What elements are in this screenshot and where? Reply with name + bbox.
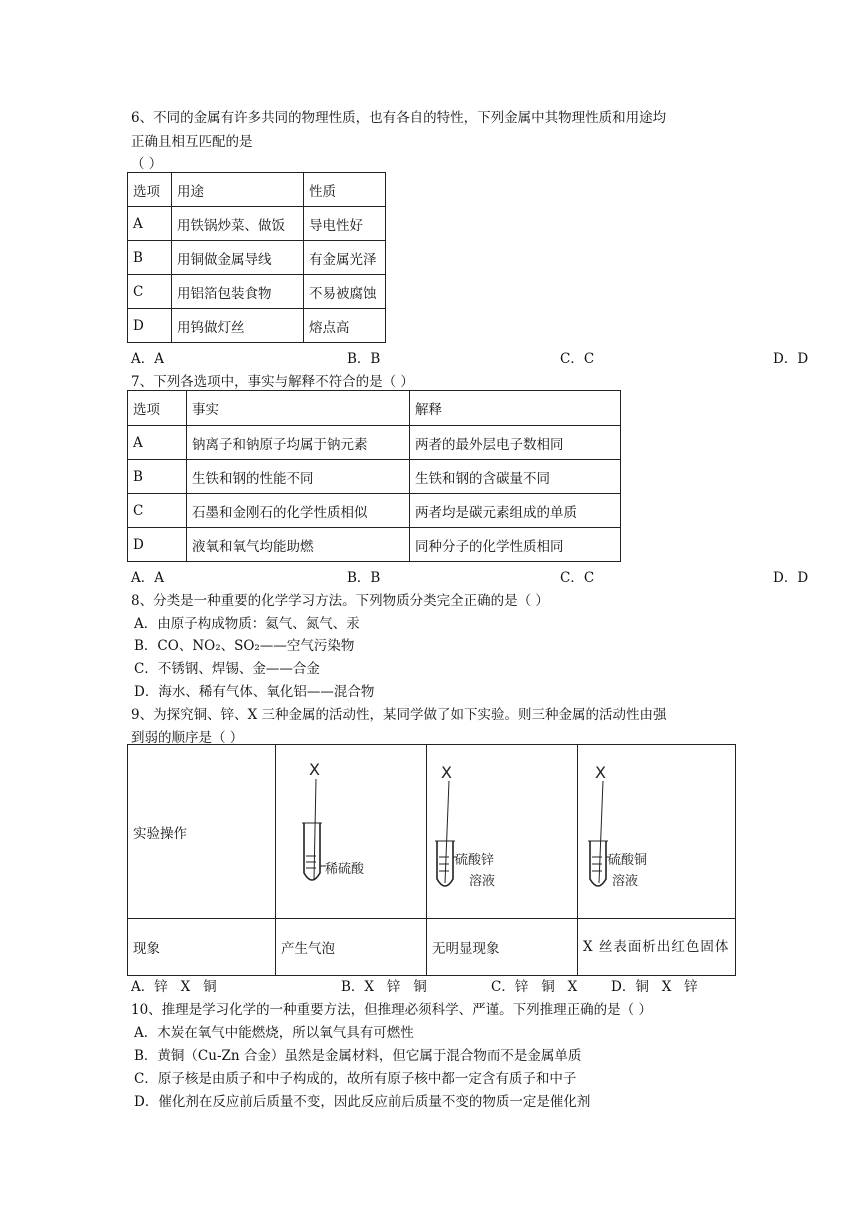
q6-answer-bracket: （ ） [131, 156, 163, 172]
tube-2-solution-label-1: 硫酸锌 [455, 853, 495, 868]
q6-table [127, 172, 386, 343]
q6-cell: B [128, 241, 172, 275]
q6-cell: 用铁锅炒菜、做饭 [172, 207, 304, 241]
q6-cell: A [128, 207, 172, 241]
test-tube-2-diagram [427, 745, 577, 914]
q9-option-d[interactable]: D．铜 X 锌 [611, 979, 698, 995]
q6-stem-line2: 正确且相互匹配的是 [131, 134, 253, 150]
q8-option-d[interactable]: D．海水、稀有气体、氧化铝——混合物 [134, 684, 375, 700]
q6-option-c[interactable]: C．C [560, 351, 595, 367]
q6-header-option: 选项 [128, 173, 172, 207]
tube-3-solution-label-2: 溶液 [612, 874, 639, 889]
q9-tube-cell-3 [578, 745, 736, 919]
tube-outline [304, 823, 320, 880]
test-tube-1-diagram [276, 745, 426, 914]
q6-header-use: 用途 [172, 173, 304, 207]
q9-row-label-phenomenon: 现象 [128, 919, 276, 976]
q8-stem: 8、分类是一种重要的化学学习方法。下列物质分类完全正确的是（ ） [131, 593, 549, 609]
q6-cell: D [128, 309, 172, 343]
q6-cell: 用铜做金属导线 [172, 241, 304, 275]
q6-cell: 用钨做灯丝 [172, 309, 304, 343]
q8-option-a[interactable]: A．由原子构成物质：氦气、氮气、汞 [134, 616, 360, 632]
tube-2-metal-label: X [441, 763, 452, 782]
test-tube-3-diagram [578, 745, 733, 914]
q6-stem-line1: 6、不同的金属有许多共同的物理性质，也有各自的特性，下列金属中其物理性质和用途均 [131, 110, 667, 126]
tube-2-solution-label-2: 溶液 [469, 874, 496, 889]
q7-cell: 同种分子的化学性质相同 [410, 528, 621, 562]
q9-option-a[interactable]: A．锌 X 铜 [131, 979, 217, 995]
metal-wire [445, 781, 449, 883]
tube-3-metal-label: X [595, 763, 606, 782]
q10-option-a[interactable]: A．木炭在氧气中能燃烧，所以氧气具有可燃性 [134, 1025, 414, 1041]
q6-cell: 熔点高 [304, 309, 386, 343]
q7-stem: 7、下列各选项中，事实与解释不符合的是（ ） [131, 374, 414, 390]
q6-cell: 不易被腐蚀 [304, 275, 386, 309]
q9-stem-line2: 到弱的顺序是（ ） [131, 730, 244, 746]
q9-table [127, 744, 736, 976]
q7-option-b[interactable]: B．B [347, 570, 381, 586]
q6-cell: C [128, 275, 172, 309]
metal-wire [599, 781, 603, 883]
q9-phenomenon-1: 产生气泡 [276, 919, 427, 976]
q7-header-explanation: 解释 [410, 391, 621, 426]
q9-phenomenon-3: X 丝表面析出红色固体 [578, 919, 736, 976]
q10-option-b[interactable]: B．黄铜（Cu-Zn 合金）虽然是金属材料，但它属于混合物而不是金属单质 [134, 1048, 582, 1064]
q8-option-b[interactable]: B．CO、NO₂、SO₂——空气污染物 [134, 638, 355, 654]
q9-stem-line1: 9、为探究铜、锌、X 三种金属的活动性，某同学做了如下实验。则三种金属的活动性由强 [131, 707, 667, 723]
q8-option-c[interactable]: C．不锈钢、焊锡、金——合金 [134, 661, 320, 677]
q7-cell: C [128, 494, 187, 528]
q6-cell: 有金属光泽 [304, 241, 386, 275]
tube-3-solution-label-1: 硫酸铜 [608, 853, 648, 868]
q7-cell: 生铁和钢的含碳量不同 [410, 460, 621, 494]
q7-header-fact: 事实 [187, 391, 410, 426]
q7-cell: 钠离子和钠原子均属于钠元素 [187, 426, 410, 460]
q6-option-a[interactable]: A．A [131, 351, 164, 367]
q10-option-c[interactable]: C．原子核是由质子和中子构成的，故所有原子核中都一定含有质子和中子 [134, 1071, 577, 1087]
tube-1-metal-label: X [309, 760, 320, 779]
q9-phenomenon-2: 无明显现象 [427, 919, 578, 976]
q7-cell: 液氧和氧气均能助燃 [187, 528, 410, 562]
tube-1-solution-label: 稀硫酸 [325, 862, 365, 877]
q7-table [127, 390, 621, 562]
q6-cell: 用铝箔包装食物 [172, 275, 304, 309]
q9-row-label-operation: 实验操作 [128, 745, 276, 919]
q9-option-c[interactable]: C．锌 铜 X [491, 979, 578, 995]
q6-header-property: 性质 [304, 173, 386, 207]
q6-option-d[interactable]: D．D [773, 351, 809, 367]
q9-option-b[interactable]: B．X 锌 铜 [341, 979, 427, 995]
q7-option-a[interactable]: A．A [131, 570, 164, 586]
q7-cell: A [128, 426, 187, 460]
q7-option-c[interactable]: C．C [560, 570, 595, 586]
q7-cell: D [128, 528, 187, 562]
q7-cell: 两者均是碳元素组成的单质 [410, 494, 621, 528]
q9-tube-cell-1 [276, 745, 427, 919]
q7-cell: 石墨和金刚石的化学性质相似 [187, 494, 410, 528]
q7-cell: B [128, 460, 187, 494]
q7-cell: 生铁和钢的性能不同 [187, 460, 410, 494]
q6-cell: 导电性好 [304, 207, 386, 241]
metal-wire [314, 779, 316, 879]
q7-header-option: 选项 [128, 391, 187, 426]
q6-option-b[interactable]: B．B [347, 351, 381, 367]
q10-option-d[interactable]: D．催化剂在反应前后质量不变，因此反应前后质量不变的物质一定是催化剂 [134, 1094, 591, 1110]
q7-option-d[interactable]: D．D [773, 570, 809, 586]
q9-tube-cell-2 [427, 745, 578, 919]
q10-stem: 10、推理是学习化学的一种重要方法，但推理必须科学、严谨。下列推理正确的是（ ） [131, 1002, 652, 1018]
q7-cell: 两者的最外层电子数相同 [410, 426, 621, 460]
